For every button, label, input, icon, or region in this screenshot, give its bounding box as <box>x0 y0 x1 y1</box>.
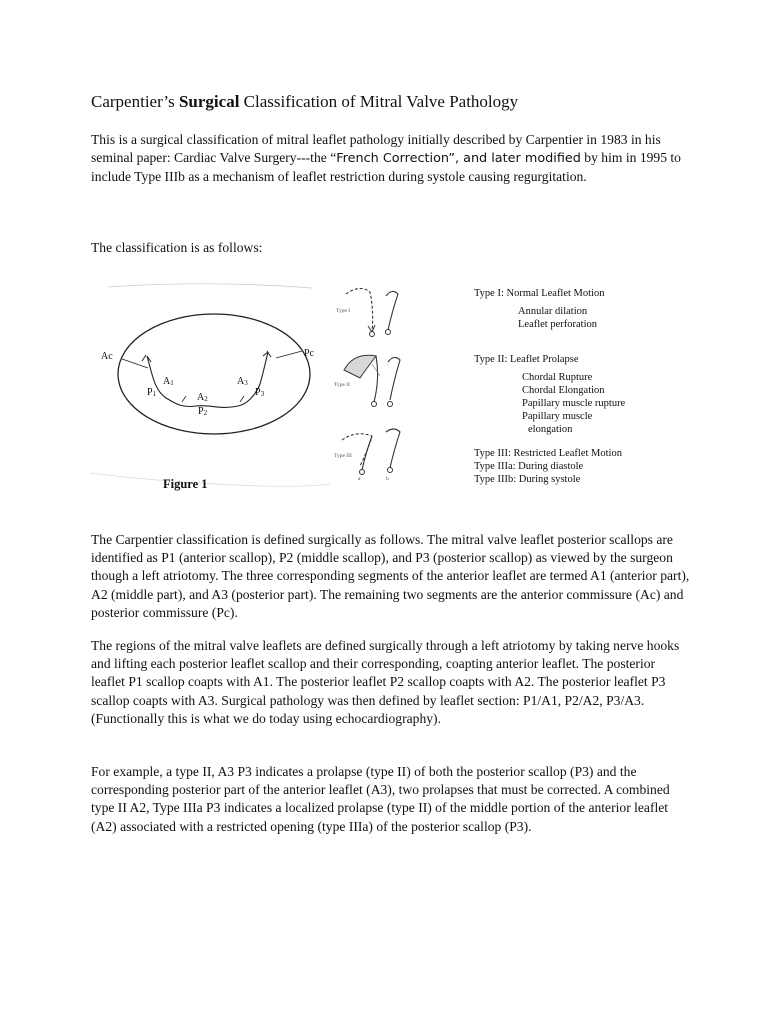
type1-item: Annular dilation <box>518 306 588 317</box>
leaflet-type-sketches <box>330 280 470 490</box>
valve-diagram <box>90 278 330 493</box>
type3a-line: Type IIIa: During diastole <box>474 461 584 472</box>
type1-sketch-label: Type I <box>336 308 351 314</box>
type1-legend <box>474 287 604 331</box>
pc-leader-line <box>276 351 302 358</box>
example-paragraph: For example, a type II, A3 P3 indicates a prolapse (type II) of both the posterior scallop (P3) and the corresponding posterior part of the anterior leaflet (A3), two prolapses that must be corrected. A combined type II A2, Type IIIa P3 indicates a localized prolapse (type II) of the middle portion of the anterior leaflet (A2) associated with a restricted opening (type IIIa) of the posterior scallop (P3). <box>91 764 670 834</box>
sketch-label-a: a <box>358 476 361 482</box>
annulus-outline <box>118 314 310 434</box>
intro-text-1: This is a surgical classification of mitral leaflet pathology initially described by Carpentier in 1983 in his seminal paper: Cardiac Valve Surgery---the “ <box>91 132 661 166</box>
ac-leader-line <box>122 359 148 368</box>
type3-heading: Type III: Restricted Leaflet Motion <box>474 448 622 459</box>
type2-heading: Type II: Leaflet Prolapse <box>474 354 579 365</box>
label-a2: $A_2$ <box>197 392 208 403</box>
label-pc: Pc <box>304 348 314 359</box>
title-suffix: Classification of Mitral Valve Pathology <box>239 92 519 111</box>
intro-paragraph <box>91 131 691 187</box>
type2-item: Chordal Elongation <box>522 385 605 396</box>
type2-item: elongation <box>528 424 573 435</box>
type2-legend <box>474 353 625 436</box>
valve-diagram-svg <box>90 278 330 493</box>
label-p2: $P_2$ <box>198 406 208 417</box>
page-title <box>91 92 518 112</box>
type1-sketch <box>346 288 398 336</box>
title-bold-word: Surgical <box>178 92 240 111</box>
intro-text-3: by him in 1995 to include Type IIIb as a mechanism of leaflet restriction during systole causing regurgitation. <box>91 150 681 185</box>
type1-heading: Type I: Normal Leaflet Motion <box>474 288 605 299</box>
regions-paragraph: The regions of the mitral valve leaflets are defined surgically through a left atriotomy by taking nerve hooks and lifting each posterior leaflet scallop and their corresponding, coapting anterior leaflet. The posterior leaflet P1 scallop coapts with A1. The posterior leaflet P2 scallop coapts with A2. The posterior leaflet P3 scallop coapts with A3. Surgical pathology was then defined by leaflet section: P1/A1, P2/A2, P3/A3. (Functionally this is what we do today using echocardiography). <box>91 638 680 726</box>
type3-sketch <box>342 429 400 475</box>
type2-item: Papillary muscle <box>522 411 593 422</box>
intro-text-2: French Correction”, and later modified <box>336 151 581 167</box>
classification-intro: The classification is as follows: <box>91 240 263 255</box>
type2-item: Chordal Rupture <box>522 372 593 383</box>
label-a1: $A_1$ <box>163 376 174 387</box>
type3b-line: Type IIIb: During systole <box>474 474 581 485</box>
label-ac: Ac <box>101 351 113 362</box>
type2-sketch-label: Type II <box>334 382 350 388</box>
label-p3: $P_3$ <box>255 387 265 398</box>
type2-sketch <box>344 355 400 406</box>
figure-caption: Figure 1 <box>163 477 208 491</box>
type2-item: Papillary muscle rupture <box>522 398 626 409</box>
type1-item: Leaflet perforation <box>518 319 597 330</box>
sketch-label-b: b <box>386 476 389 482</box>
definition-paragraph: The Carpentier classification is defined surgically as follows. The mitral valve leaflet posterior scallops are identified as P1 (anterior scallop), P2 (middle scallop), and P3 (posterior scallop) as viewed by the surgeon though a left atriotomy. The three corresponding segments of the anterior leaflet are termed A1 (anterior part), A2 (middle part), and A3 (posterior part). The remaining two segments are the anterior commissure (Ac) and posterior commissure (Pc). <box>91 532 690 620</box>
type3-legend <box>474 447 622 486</box>
label-p1: $P_1$ <box>147 387 157 398</box>
label-a3: $A_3$ <box>237 376 248 387</box>
title-prefix: Carpentier’s <box>91 92 179 111</box>
type3-sketch-label: Type III <box>334 453 352 459</box>
